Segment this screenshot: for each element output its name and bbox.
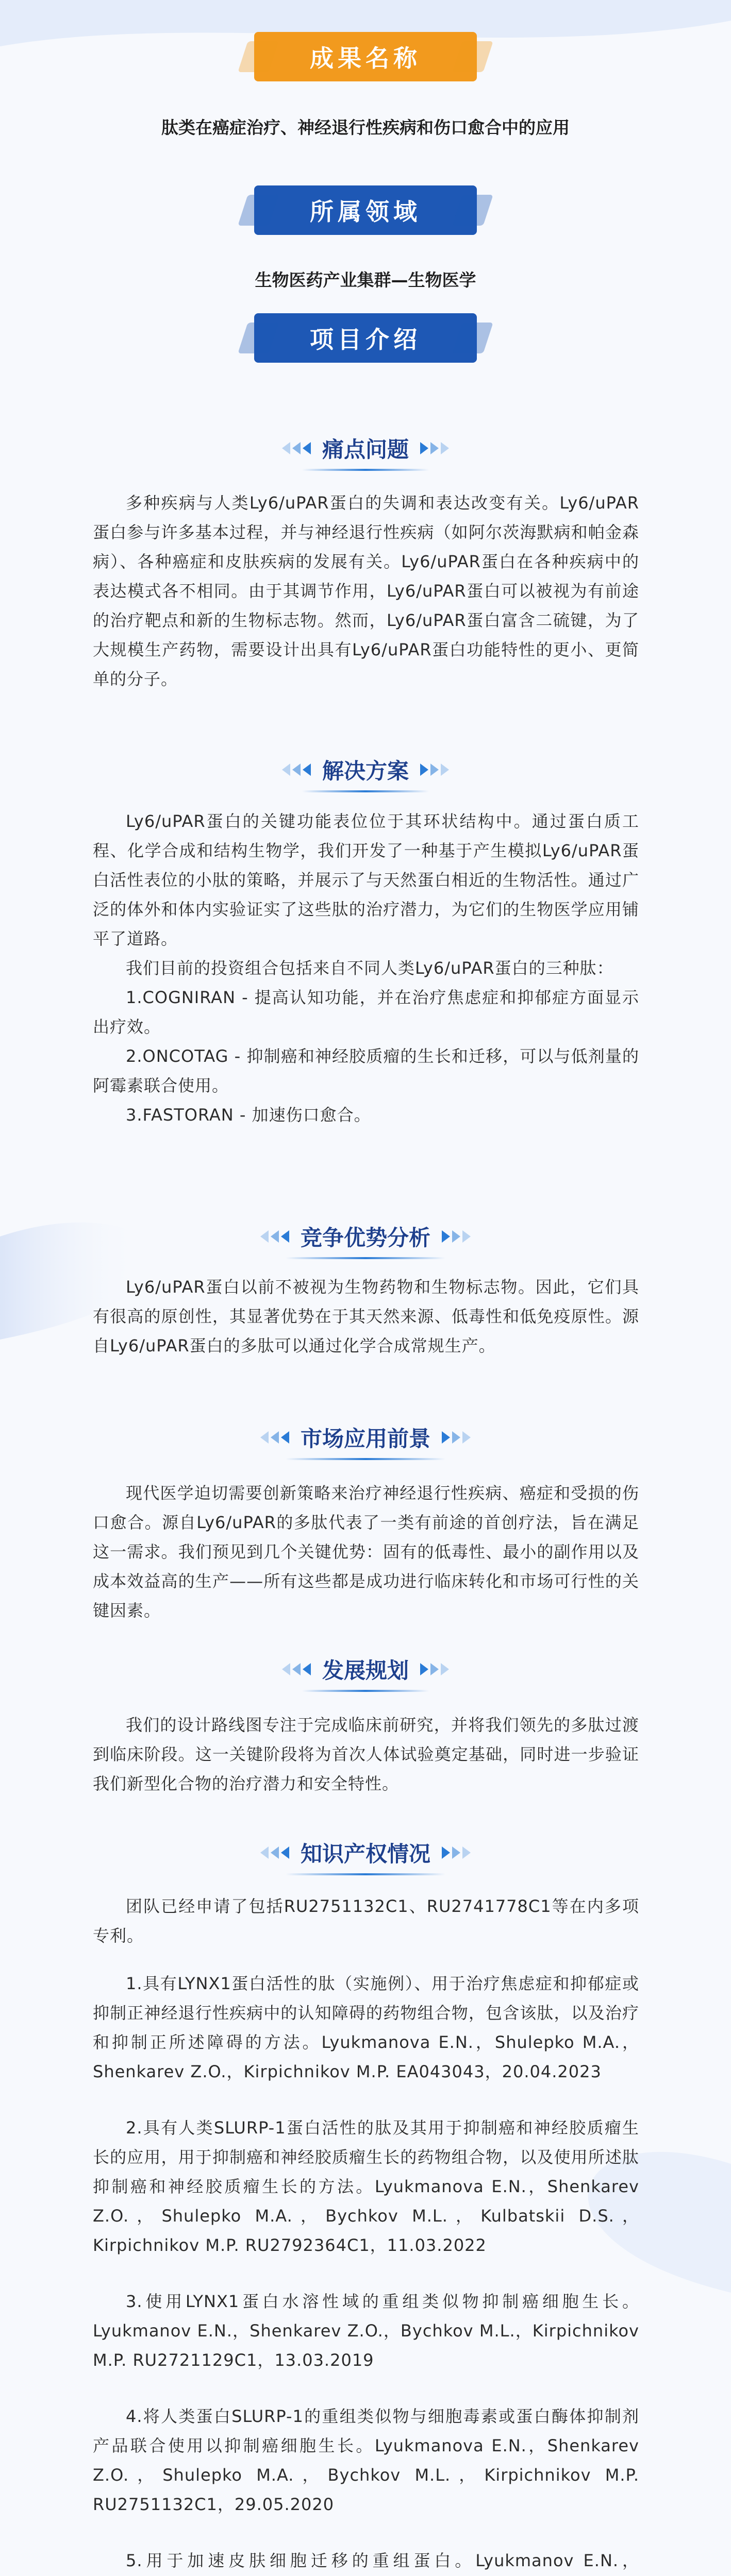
heading-underline [286,1458,445,1460]
chevron-left-icon [260,1431,289,1444]
market-paragraph: 现代医学迫切需要创新策略来治疗神经退行性疾病、癌症和受损的伤口愈合。源自Ly6/uPAR的多肽代表了一类有前途的首创疗法，旨在满足这一需求。我们预见到几个关键优势：固有的低毒性、最小的副作用以及成本效益高的生产——所有这些都是成功进行临床转化和市场可行性的关键因素。 [93,1483,639,1620]
chevron-right-icon [442,1230,471,1243]
chevron-left-icon [282,764,311,776]
field-text: 生物医药产业集群—生物医学 [255,270,476,290]
pain-points-label: 痛点问题 [322,437,409,462]
ip-body [93,1892,639,2576]
field-title: 所属领域 [254,185,477,235]
market-body [93,1479,639,1625]
field-banner [254,185,477,235]
ip-label: 知识产权情况 [300,1841,431,1867]
solution-item: 1.COGNIRAN - 提高认知功能，并在治疗焦虑症和抑郁症方面显示出疗效。 [93,988,639,1037]
advantage-paragraph: Ly6/uPAR蛋白以前不被视为生物药物和生物标志物。因此，它们具有很高的原创性，其显著优势在于其天然来源、低毒性和低免疫原性。源自Ly6/uPAR蛋白的多肽可以通过化学合成常规生产。 [93,1277,639,1355]
achievement-name-title: 成果名称 [254,32,477,81]
solution-label: 解决方案 [322,758,409,784]
pain-points-body [93,488,639,694]
advantage-body [93,1273,639,1361]
chevron-right-icon [442,1431,471,1444]
market-label: 市场应用前景 [300,1426,431,1451]
project-intro-title: 项目介绍 [254,313,477,363]
chevron-left-icon [260,1230,289,1243]
advantage-heading [260,1221,471,1252]
solution-item: 2.ONCOTAG - 抑制癌和神经胶质瘤的生长和迁移，可以与低剂量的阿霉素联合使用。 [93,1046,639,1095]
plan-paragraph: 我们的设计路线图专注于完成临床前研究，并将我们领先的多肽过渡到临床阶段。这一关键阶段将为首次人体试验奠定基础，同时进一步验证我们新型化合物的治疗潜力和安全特性。 [93,1715,639,1793]
chevron-right-icon [420,764,449,776]
chevron-right-icon [420,442,449,454]
plan-label: 发展规划 [322,1658,409,1683]
solution-heading [282,754,449,785]
solution-paragraph: Ly6/uPAR蛋白的关键功能表位位于其环状结构中。通过蛋白质工程、化学合成和结构生物学，我们开发了一种基于产生模拟Ly6/uPAR蛋白活性表位的小肽的策略，并展示了与天然蛋白相近的生物活性。通过广泛的体外和体内实验证实了这些肽的治疗潜力，为它们的生物医学应用铺平了道路。 [93,811,639,948]
market-heading [260,1422,471,1453]
plan-heading [282,1654,449,1685]
patent-item: 1.具有LYNX1蛋白活性的肽（实施例）、用于治疗焦虑症和抑郁症或抑制正神经退行性疾病中的认知障碍的药物组合物，包含该肽，以及治疗和抑制正所述障碍的方法。Lyukmanova E.N.，Shulepko M.A.，Shenkarev Z.O.，Kirpichnikov M.P. EA043043，20.04.2023 [93,1974,639,2081]
heading-underline [302,1690,429,1692]
project-intro-banner [254,313,477,363]
pain-points-paragraph: 多种疾病与人类Ly6/uPAR蛋白的失调和表达改变有关。Ly6/uPAR蛋白参与许多基本过程，并与神经退行性疾病（如阿尔茨海默病和帕金森病）、各种癌症和皮肤疾病的发展有关。Ly6/uPAR蛋白在各种疾病中的表达模式各不相同。由于其调节作用，Ly6/uPAR蛋白可以被视为有前途的治疗靶点和新的生物标志物。然而，Ly6/uPAR蛋白富含二硫键，为了大规模生产药物，需要设计出具有Ly6/uPAR蛋白功能特性的更小、更简单的分子。 [93,493,639,689]
heading-underline [286,1257,445,1259]
ip-heading [260,1837,471,1868]
chevron-right-icon [442,1846,471,1859]
patent-item: 4.将人类蛋白SLURP-1的重组类似物与细胞毒素或蛋白酶体抑制剂产品联合使用以抑制癌细胞生长。Lyukmanova E.N.，Shenkarev Z.O.，Shulepko M.A.，Bychkov M.L.，Kirpichnikov M.P. RU2751132C1，29.05.2020 [93,2406,639,2514]
patent-item: 5.用于加速皮肤细胞迁移的重组蛋白。Lyukmanov E.N.， [126,2551,639,2570]
ip-intro: 团队已经申请了包括RU2751132C1、RU2741778C1等在内多项专利。 [93,1896,639,1945]
advantage-label: 竞争优势分析 [300,1225,431,1250]
patent-item: 3.使用LYNX1蛋白水溶性域的重组类似物抑制癌细胞生长。Lyukmanov E.N.，Shenkarev Z.O.，Bychkov M.L.，Kirpichnikov M.P. RU2721129C1，13.03.2019 [93,2292,639,2370]
plan-body [93,1710,639,1799]
heading-underline [302,469,429,471]
solution-body [93,807,639,1130]
chevron-left-icon [282,1663,311,1675]
achievement-name-text: 肽类在癌症治疗、神经退行性疾病和伤口愈合中的应用 [161,117,570,138]
solution-intro: 我们目前的投资组合包括来自不同人类Ly6/uPAR蛋白的三种肽： [126,958,614,978]
achievement-name-banner [254,32,477,81]
solution-item: 3.FASTORAN - 加速伤口愈合。 [126,1105,371,1125]
heading-underline [302,790,429,792]
chevron-right-icon [420,1663,449,1675]
patent-item: 2.具有人类SLURP-1蛋白活性的肽及其用于抑制癌和神经胶质瘤生长的应用，用于抑制癌和神经胶质瘤生长的药物组合物，以及使用所述肽抑制癌和神经胶质瘤生长的方法。Lyukmanova E.N.，Shenkarev Z.O.，Shulepko M.A.，Bychkov M.L.，Kulbatskii D.S.，Kirpichnikov M.P. RU2792364C1，11.03.2022 [93,2118,639,2255]
pain-points-heading [282,433,449,464]
chevron-left-icon [260,1846,289,1859]
chevron-left-icon [282,442,311,454]
heading-underline [286,1873,445,1875]
